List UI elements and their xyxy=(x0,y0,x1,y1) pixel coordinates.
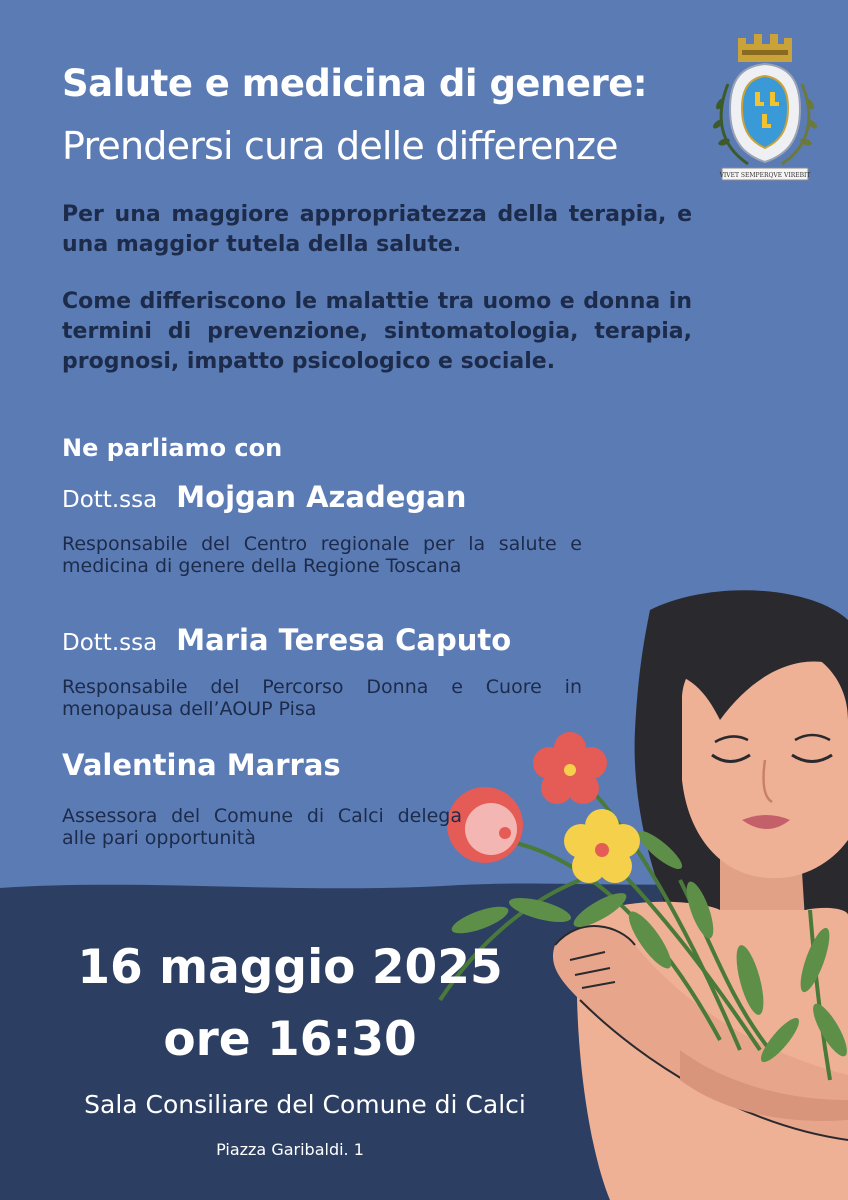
event-address: Piazza Garibaldi. 1 xyxy=(216,1140,364,1159)
speaker-2-prefix: Dott.ssa xyxy=(62,630,158,656)
intro-paragraph-1: Per una maggiore appropriatezza della terapia, e una maggior tutela della salute. xyxy=(62,202,692,257)
page-title: Salute e medicina di genere: xyxy=(62,62,648,105)
crest-motto: VIVET SEMPERQVE VIREBIT xyxy=(719,172,811,179)
speakers-heading: Ne parliamo con xyxy=(62,434,283,462)
speaker-1-name: Mojgan Azadegan xyxy=(176,480,467,514)
speaker-1 xyxy=(62,480,466,514)
speaker-1-role: Responsabile del Centro regionale per la salute e medicina di genere della Regione Toscana xyxy=(62,533,582,577)
event-venue: Sala Consiliare del Comune di Calci xyxy=(84,1090,526,1119)
event-date: 16 maggio 2025 xyxy=(77,940,503,995)
page-subtitle: Prendersi cura delle differenze xyxy=(62,124,618,168)
coat-of-arms-logo xyxy=(708,34,822,188)
speaker-1-prefix: Dott.ssa xyxy=(62,487,158,513)
speaker-3-role: Assessora del Comune di Calci delega alle pari opportunità xyxy=(62,805,462,849)
speaker-2 xyxy=(62,623,511,657)
event-time: ore 16:30 xyxy=(163,1012,417,1067)
speaker-3 xyxy=(62,748,341,782)
speaker-2-name: Maria Teresa Caputo xyxy=(176,623,512,657)
speaker-2-role: Responsabile del Percorso Donna e Cuore in menopausa dell’AOUP Pisa xyxy=(62,676,582,720)
intro-paragraph-2: Come differiscono le malattie tra uomo e donna in termini di prevenzione, sintomatologia, terapia, prognosi, impatto psicologico e sociale. xyxy=(62,289,692,374)
speaker-3-name: Valentina Marras xyxy=(62,748,341,782)
